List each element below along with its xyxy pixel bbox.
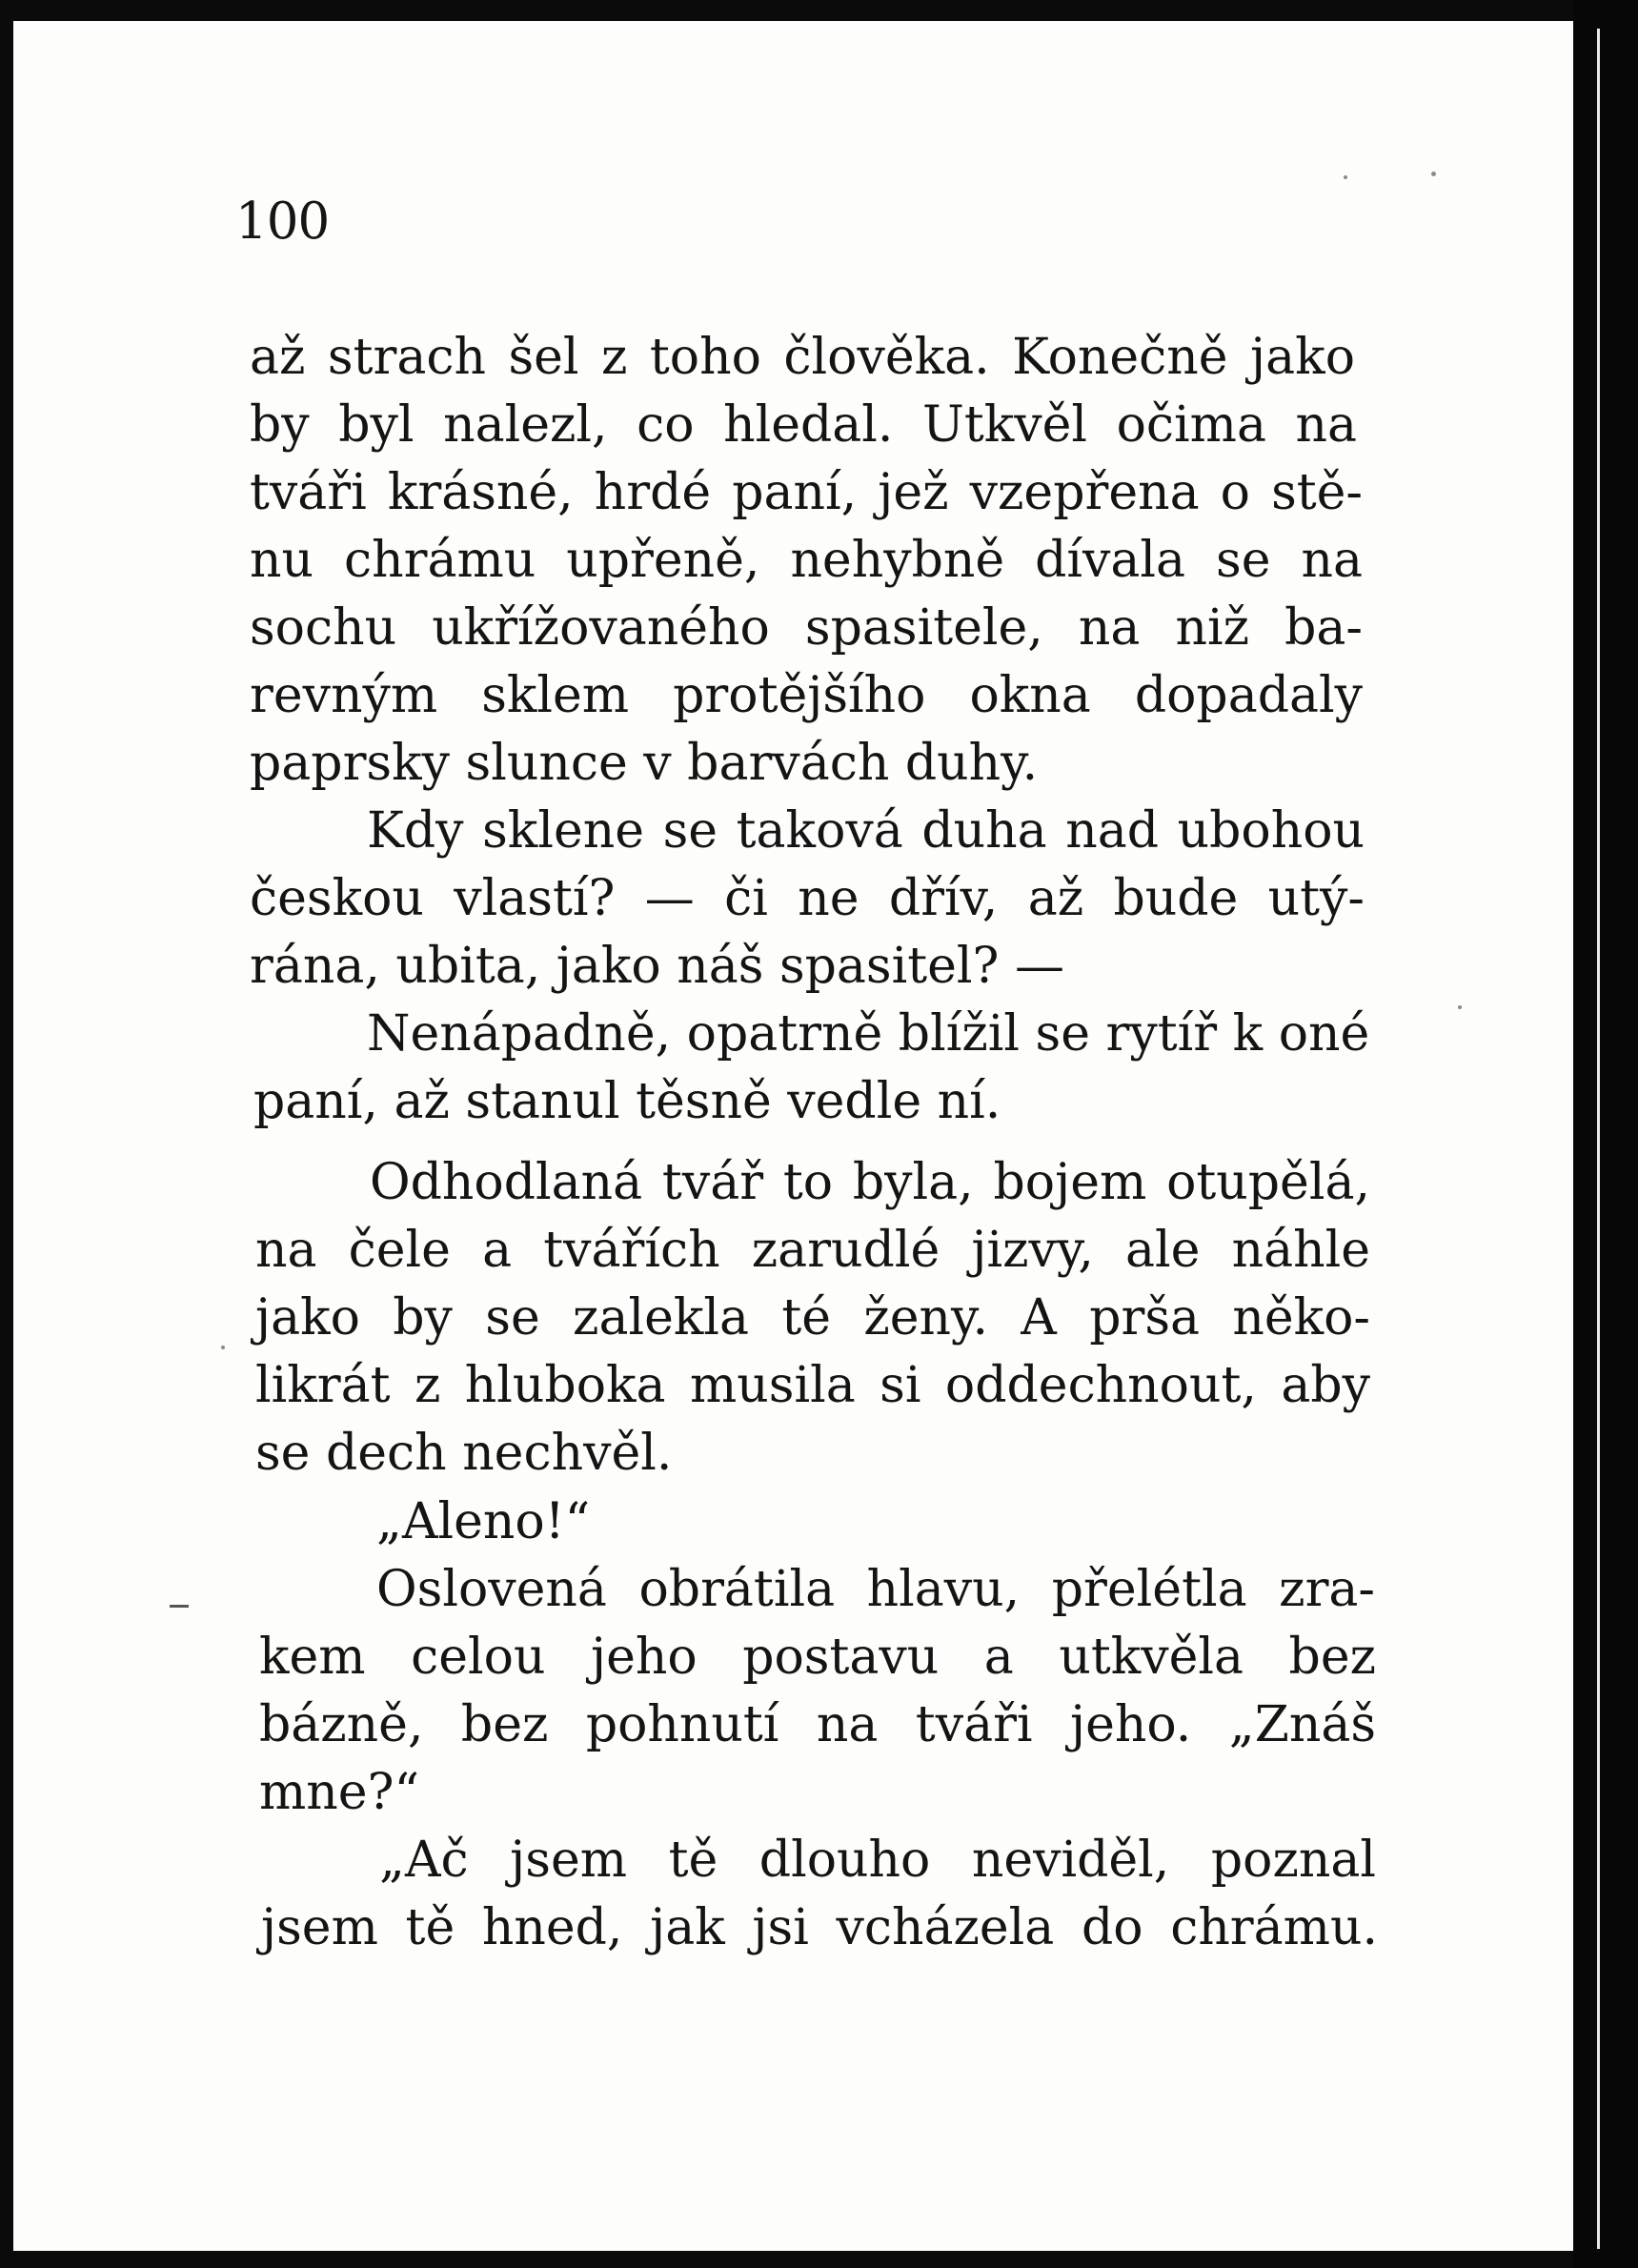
scan-border-right [1573, 0, 1638, 2268]
text-line: tváři krásné, hrdé paní, jež vzepřena o stě- [250, 464, 1363, 521]
text-line: se dech nechvěl. [255, 1425, 673, 1482]
page-edge-line [1597, 29, 1600, 2249]
text-line: by byl nalezl, co hledal. Utkvěl očima na [250, 396, 1357, 454]
text-line: Oslovená obrátila hlavu, přelétla zra- [376, 1561, 1375, 1618]
text-line: paprsky slunce v barvách duhy. [250, 735, 1039, 792]
text-line: Odhodlaná tvář to byla, bojem otupělá, [370, 1154, 1370, 1211]
text-line: až strach šel z toho člověka. Konečně jako [250, 329, 1355, 386]
text-line: Nenápadně, opatrně blížil se rytíř k oné [367, 1005, 1370, 1063]
text-line: rána, ubita, jako náš spasitel? — [250, 938, 1064, 995]
text-line: „Ač jsem tě dlouho neviděl, poznal [379, 1832, 1376, 1889]
text-line: likrát z hluboka musila si oddechnout, aby [255, 1357, 1370, 1414]
text-line: nu chrámu upřeně, nehybně dívala se na [250, 532, 1363, 589]
text-line: českou vlastí? — či ne dřív, až bude utý- [250, 870, 1365, 927]
text-line: na čele a tvářích zarudlé jizvy, ale náhle [255, 1222, 1370, 1279]
text-line: revným sklem protějšího okna dopadaly [250, 667, 1363, 724]
text-line: bázně, bez pohnutí na tváři jeho. „Znáš [259, 1696, 1376, 1753]
text-line: paní, až stanul těsně vedle ní. [253, 1073, 1001, 1130]
scan-speck [1431, 172, 1436, 176]
text-line: „Aleno!“ [376, 1493, 591, 1550]
scan-speck [221, 1346, 225, 1349]
text-line: kem celou jeho postavu a utkvěla bez [259, 1629, 1376, 1686]
text-line: Kdy sklene se taková duha nad ubohou [367, 802, 1365, 860]
text-line: jako by se zalekla té ženy. A prša něko- [255, 1289, 1370, 1347]
text-line: jsem tě hned, jak jsi vcházela do chrámu. [261, 1899, 1378, 1956]
page-number: 100 [235, 192, 330, 251]
scan-speck [1344, 175, 1347, 179]
scan-mark [170, 1605, 189, 1608]
text-line: sochu ukřížovaného spasitele, na niž ba- [250, 599, 1363, 657]
scan-speck [1458, 1005, 1462, 1009]
text-line: mne?“ [259, 1764, 420, 1821]
